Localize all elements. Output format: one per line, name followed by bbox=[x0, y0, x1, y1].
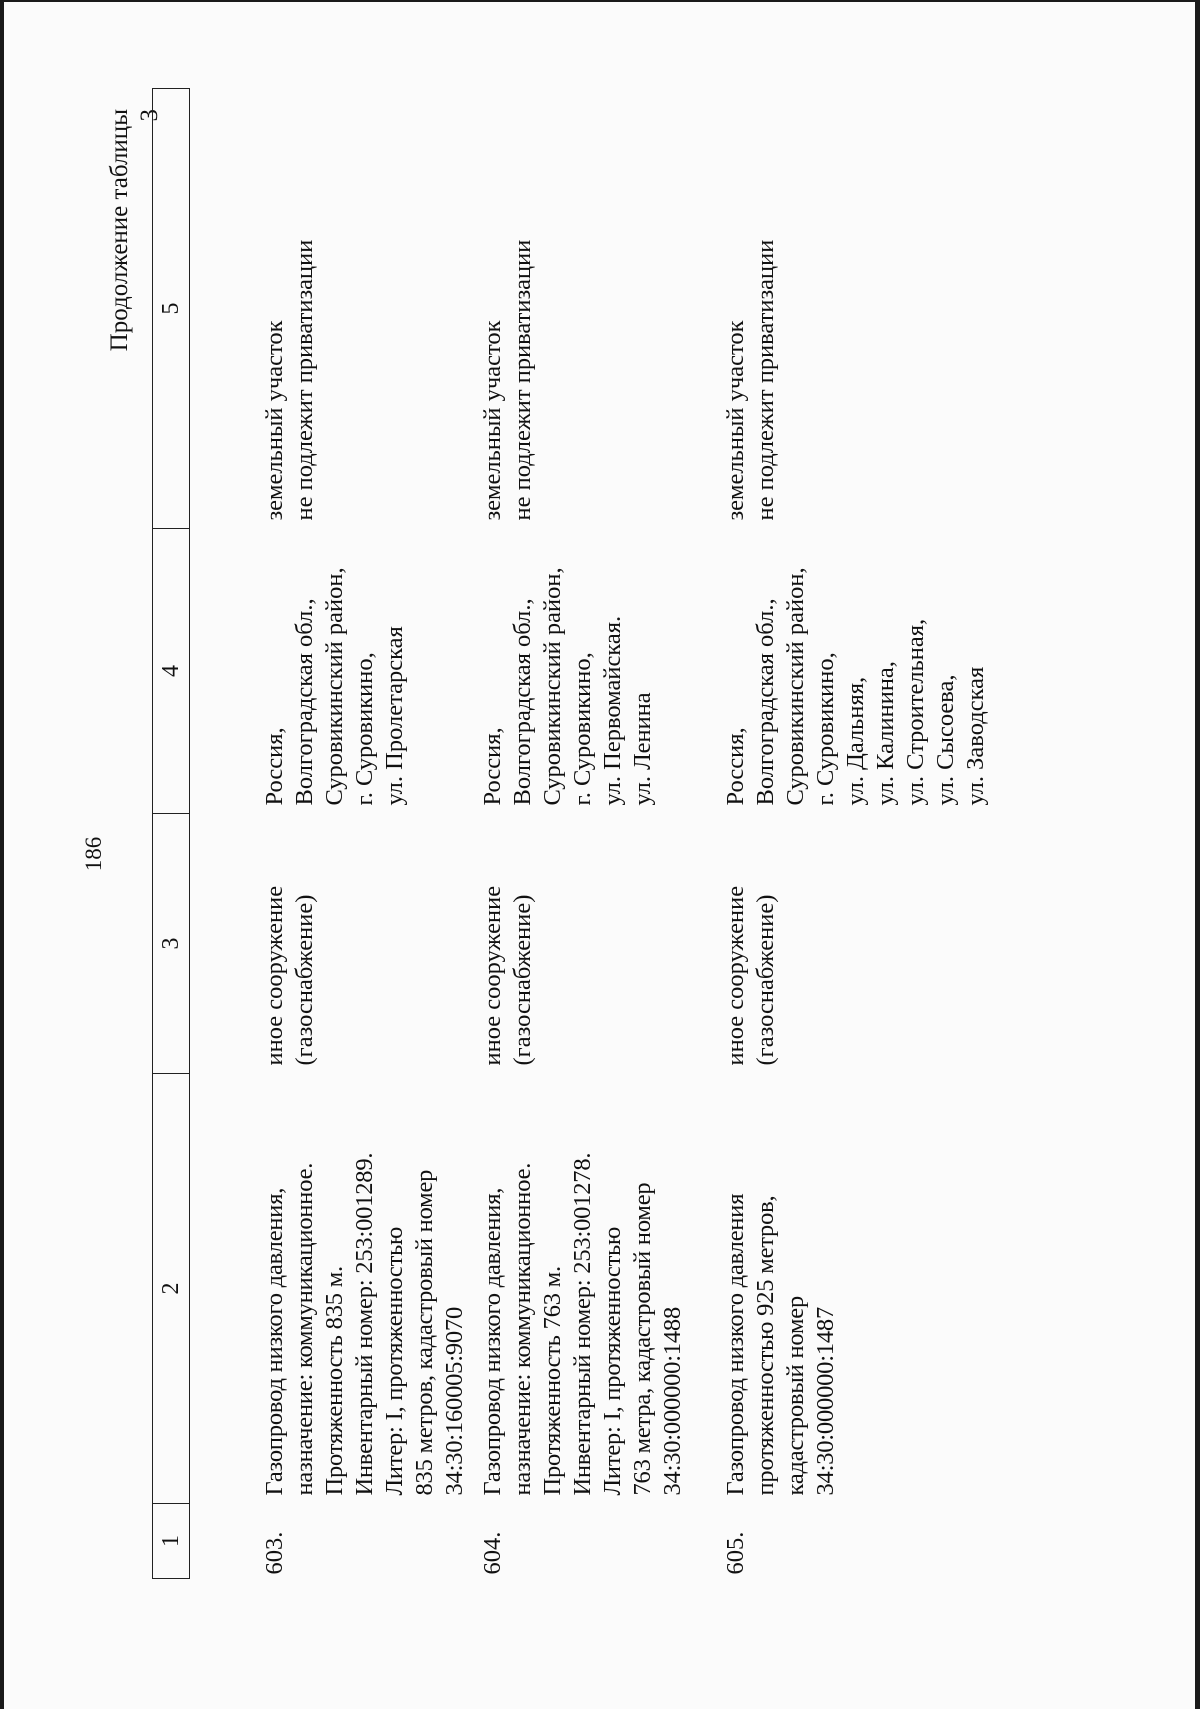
row-note: земельный участок не подлежит приватизации bbox=[479, 239, 536, 521]
row-description: Газопровод низкого давления, назначение: коммуникационное. Протяженность 835 м. Инвентарный номер: 253:001289. Литер: I, протяженностью 835 метров, кадастровый номер 34:30:160005:9070 bbox=[261, 1152, 468, 1496]
row-number: 603. bbox=[261, 1531, 288, 1575]
row-address: Россия, Волгоградская обл., Суровикинский район, г. Суровикино, ул. Дальняя, ул. Калинина, ул. Строительная, ул. Сысоева, ул. Заводская bbox=[722, 567, 989, 806]
table-row bbox=[190, 89, 471, 1579]
row-object-type: иное сооружение (газоснабжение) bbox=[479, 885, 536, 1066]
row-object-type: иное сооружение (газоснабжение) bbox=[261, 885, 318, 1066]
row-object-type: иное сооружение (газоснабжение) bbox=[722, 885, 779, 1066]
table-continuation-title: Продолжение таблицы 3 bbox=[106, 109, 163, 352]
column-header-4: 4 bbox=[153, 529, 190, 814]
column-header-2: 2 bbox=[153, 1074, 190, 1504]
row-note: земельный участок не подлежит приватизации bbox=[722, 239, 779, 521]
row-number: 605. bbox=[722, 1531, 749, 1575]
row-description: Газопровод низкого давления, назначение: коммуникационное. Протяженность 763 м. Инвентарный номер: 253:001278. Литер: I, протяженностью 763 метра, кадастровый номер 34:30:000000:1488 bbox=[479, 1152, 686, 1496]
column-header-1: 1 bbox=[153, 1504, 190, 1579]
row-address: Россия, Волгоградская обл., Суровикинский район, г. Суровикино, ул. Первомайская. ул. Ленина bbox=[479, 567, 656, 806]
table-row bbox=[713, 89, 991, 1579]
table-header-row bbox=[153, 89, 190, 1579]
row-number: 604. bbox=[479, 1531, 506, 1575]
row-note: земельный участок не подлежит приватизации bbox=[261, 239, 318, 521]
property-table bbox=[152, 88, 991, 1579]
column-header-3: 3 bbox=[153, 814, 190, 1074]
table-row bbox=[470, 89, 713, 1579]
row-description: Газопровод низкого давления протяженностью 925 метров, кадастровый номер 34:30:000000:1487 bbox=[722, 1193, 839, 1496]
row-address: Россия, Волгоградская обл., Суровикинский район, г. Суровикино, ул. Пролетарская bbox=[261, 567, 408, 806]
page-number: 186 bbox=[81, 836, 106, 872]
column-header-5: 5 bbox=[153, 89, 190, 529]
